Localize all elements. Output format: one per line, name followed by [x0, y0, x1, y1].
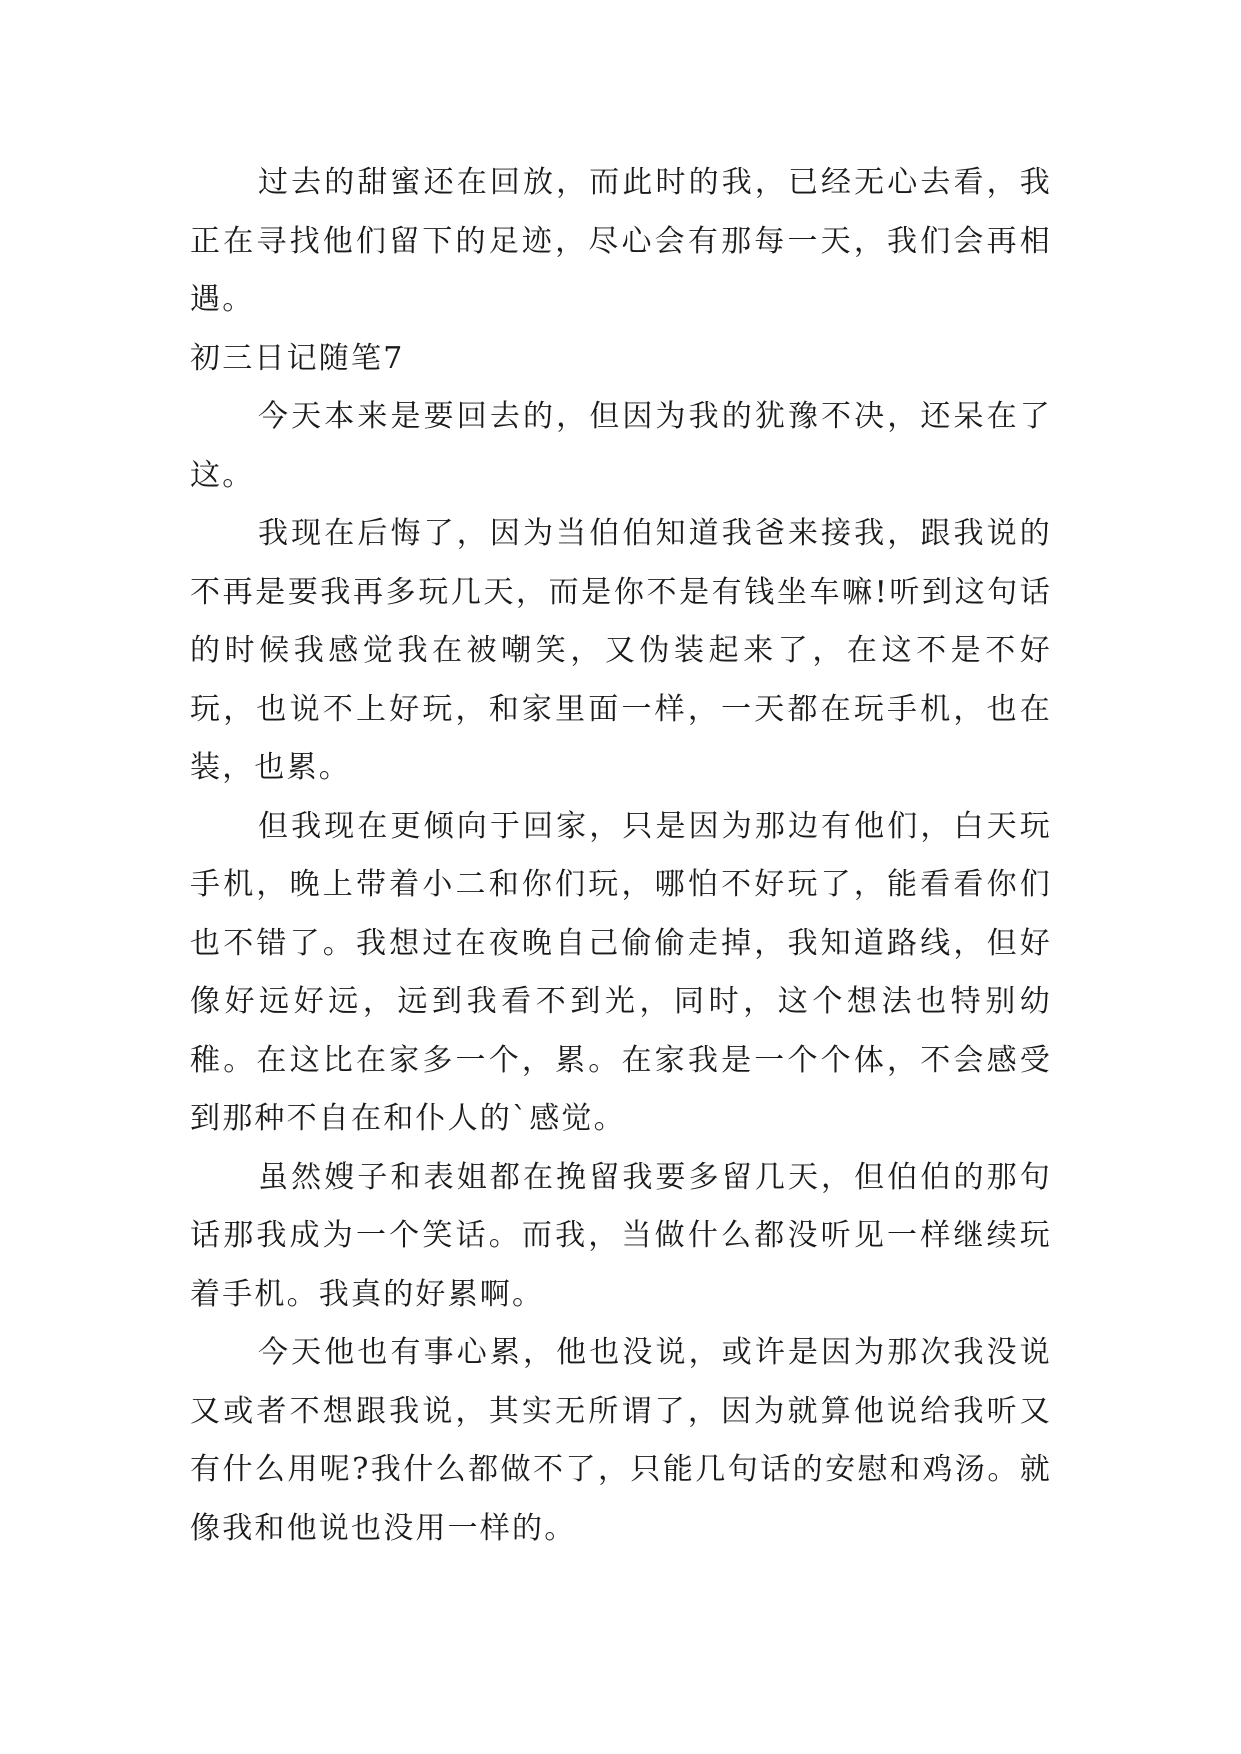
paragraph: 虽然嫂子和表姐都在挽留我要多留几天，但伯伯的那句话那我成为一个笑话。而我，当做什么都没听见一样继续玩着手机。我真的好累啊。	[190, 1159, 1052, 1312]
paragraph: 但我现在更倾向于回家，只是因为那边有他们，白天玩手机，晚上带着小二和你们玩，哪怕不好玩了，能看看你们也不错了。我想过在夜晚自己偷偷走掉，我知道路线，但好像好远好远，远到我看不到光，同时，这个想法也特别幼稚。在这比在家多一个，累。在家我是一个个体，不会感受到那种不自在和仆人的`感觉。	[190, 808, 1052, 1136]
paragraph: 我现在后悔了，因为当伯伯知道我爸来接我，跟我说的不再是要我再多玩几天，而是你不是有钱坐车嘛!听到这句话的时候我感觉我在被嘲笑，又伪装起来了，在这不是不好玩，也说不上好玩，和家里面一样，一天都在玩手机，也在装，也累。	[190, 516, 1052, 785]
paragraph: 今天他也有事心累，他也没说，或许是因为那次我没说又或者不想跟我说，其实无所谓了，因为就算他说给我听又有什么用呢?我什么都做不了，只能几句话的安慰和鸡汤。就像我和他说也没用一样的。	[190, 1335, 1052, 1546]
section-heading: 初三日记随笔7	[190, 340, 405, 376]
document-page	[190, 154, 1052, 1558]
paragraph: 过去的甜蜜还在回放，而此时的我，已经无心去看，我正在寻找他们留下的足迹，尽心会有那每一天，我们会再相遇。	[190, 165, 1052, 317]
paragraph: 今天本来是要回去的，但因为我的犹豫不决，还呆在了这。	[190, 399, 1052, 493]
